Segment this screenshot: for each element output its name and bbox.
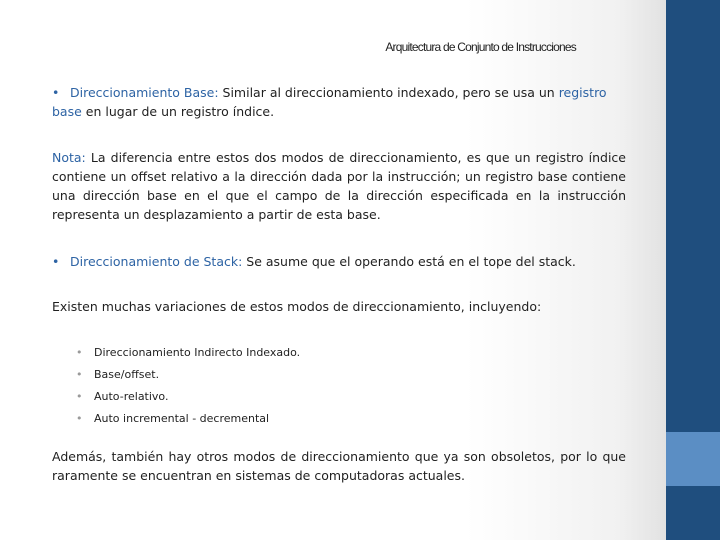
decorative-sidebar <box>666 0 720 540</box>
bullet-marker: • <box>76 412 83 425</box>
list-item-text: Auto incremental - decremental <box>94 412 270 425</box>
variations-list <box>76 342 476 430</box>
sidebar-block-top <box>666 0 720 432</box>
note-paragraph <box>52 148 626 224</box>
definition-text: Similar al direccionamiento indexado, pero se usa un <box>218 85 559 100</box>
list-item <box>76 364 476 386</box>
sidebar-block-middle <box>666 432 720 486</box>
slide-header-title: Arquitectura de Conjunto de Instrucciones <box>385 40 576 54</box>
bullet-direccionamiento-stack <box>52 252 626 271</box>
bullet-marker: • <box>76 346 83 359</box>
bullet-marker: • <box>76 368 83 381</box>
list-item <box>76 342 476 364</box>
bullet-marker: • <box>52 85 60 100</box>
bullet-marker: • <box>52 254 60 269</box>
note-text: La diferencia entre estos dos modos de direccionamiento, es que un registro índice contiene un offset relativo a la dirección dada por la instrucción; un registro base contiene una dirección base en el que el campo de la dirección especificada en la instrucción representa un desplazamiento a partir de esta base. <box>52 150 626 222</box>
list-item-text: Auto-relativo. <box>94 390 169 403</box>
variations-intro: Existen muchas variaciones de estos modos de direccionamiento, incluyendo: <box>52 299 542 314</box>
bullet-direccionamiento-base <box>52 83 626 121</box>
list-item <box>76 408 476 430</box>
list-item-text: Direccionamiento Indirecto Indexado. <box>94 346 301 359</box>
term-registro-base: registro base <box>52 85 607 119</box>
bullet-marker: • <box>76 390 83 403</box>
sidebar-block-bottom <box>666 486 720 540</box>
list-item-text: Base/offset. <box>94 368 160 381</box>
term-direccionamiento-stack: Direccionamiento de Stack: <box>70 254 243 269</box>
list-item <box>76 386 476 408</box>
term-direccionamiento-base: Direccionamiento Base: <box>70 85 219 100</box>
closing-paragraph: Además, también hay otros modos de direccionamiento que ya son obsoletos, por lo que raramente se encuentran en sistemas de computadoras actuales. <box>52 449 626 483</box>
note-label: Nota: <box>52 150 86 165</box>
definition-text-end: en lugar de un registro índice. <box>81 104 275 119</box>
definition-text: Se asume que el operando está en el tope del stack. <box>242 254 576 269</box>
